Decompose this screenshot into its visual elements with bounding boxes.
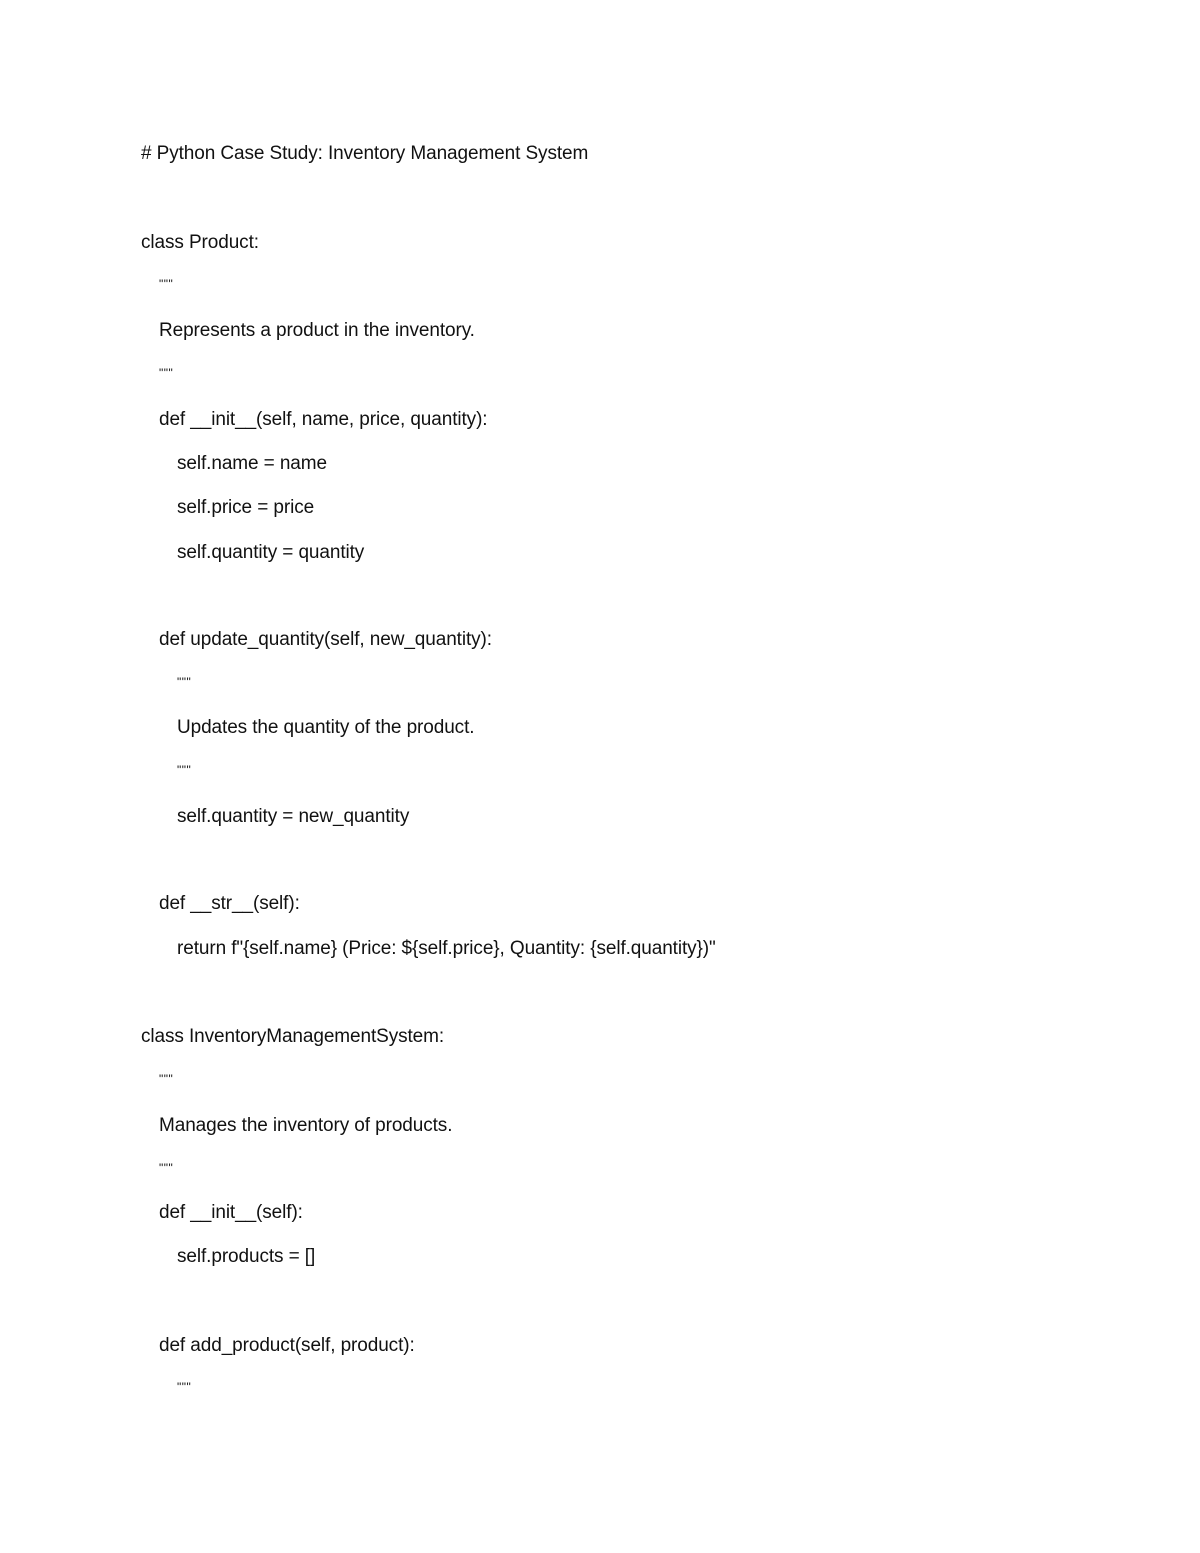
code-line: self.products = [] (177, 1246, 316, 1267)
method-init-definition: def __init__(self): (159, 1202, 303, 1223)
code-line: return f"{self.name} (Price: ${self.price}, Quantity: {self.quantity})" (177, 938, 716, 959)
code-line: self.name = name (177, 453, 327, 474)
code-line: self.quantity = new_quantity (177, 806, 410, 827)
docstring-quote-close: """ (159, 366, 174, 380)
class-product-declaration: class Product: (141, 232, 259, 253)
docstring-quote-open: """ (177, 1380, 192, 1394)
method-init-definition: def __init__(self, name, price, quantity): (159, 409, 488, 430)
method-str-definition: def __str__(self): (159, 893, 300, 914)
method-update-quantity-definition: def update_quantity(self, new_quantity): (159, 629, 492, 650)
docstring-text: Updates the quantity of the product. (177, 717, 475, 738)
docstring-quote-open: """ (159, 1072, 174, 1086)
comment-title: # Python Case Study: Inventory Management System (141, 143, 589, 164)
docstring-quote-close: """ (159, 1161, 174, 1175)
docstring-text: Represents a product in the inventory. (159, 320, 475, 341)
code-line: self.price = price (177, 497, 315, 518)
class-inventory-declaration: class InventoryManagementSystem: (141, 1026, 445, 1047)
method-add-product-definition: def add_product(self, product): (159, 1335, 415, 1356)
code-line: self.quantity = quantity (177, 542, 365, 563)
docstring-quote-open: """ (177, 675, 192, 689)
docstring-quote-close: """ (177, 763, 192, 777)
docstring-text: Manages the inventory of products. (159, 1115, 453, 1136)
docstring-quote-open: """ (159, 277, 174, 291)
